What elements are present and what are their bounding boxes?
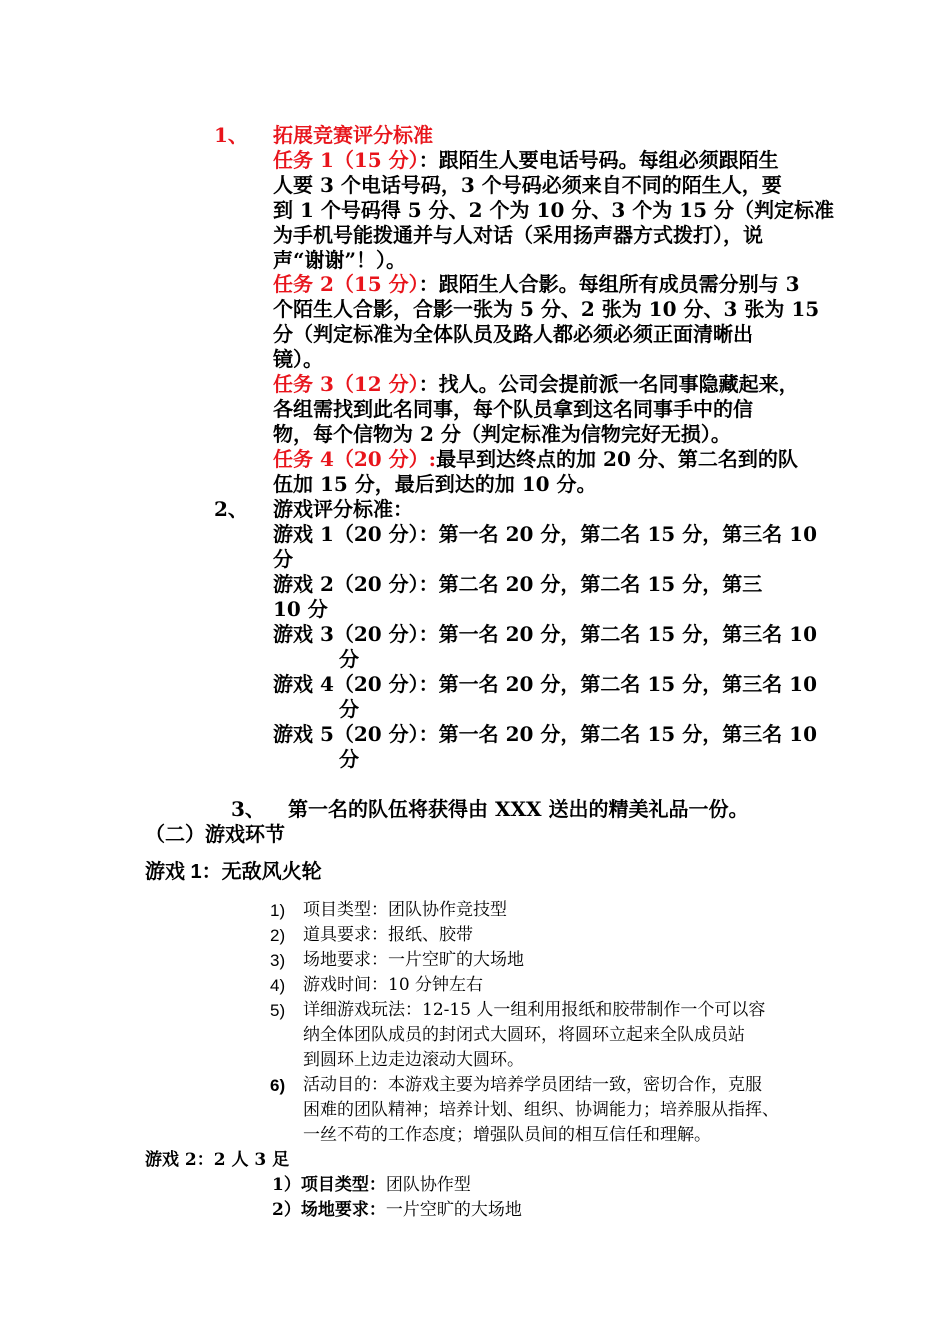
game1-item5-line1: 详细游戏玩法：12-15 人一组利用报纸和胶带制作一个可以容 xyxy=(303,1000,766,1020)
game1-title: 游戏 1：无敌风火轮 xyxy=(145,861,322,883)
game2-item2 xyxy=(272,1198,522,1223)
task3-line-2: 各组需找到此名同事，每个队员拿到这名同事手中的信 xyxy=(273,397,753,421)
section2-number: 2、 xyxy=(214,497,248,521)
task1-label: 任务 1（15 分） xyxy=(273,148,419,172)
section3-number: 3、 xyxy=(231,797,265,821)
game1-item6-line2: 困难的团队精神；培养计划、组织、协调能力；培养服从指挥、 xyxy=(303,1100,779,1120)
game1-item2-number: 2) xyxy=(270,926,286,945)
game1-item3-number: 3) xyxy=(270,951,286,970)
game2-item2-value: 一片空旷的大场地 xyxy=(385,1200,522,1220)
game1-item4-text: 游戏时间：10 分钟左右 xyxy=(303,975,484,995)
game1-item1-number: 1) xyxy=(270,901,286,920)
game-score-2-line1: 游戏 2（20 分）：第二名 20 分，第二名 15 分，第三 xyxy=(273,572,763,596)
task4-label: 任务 4（20 分）: xyxy=(273,447,437,471)
game2-item2-label: 2）场地要求： xyxy=(272,1200,386,1220)
game1-item5-line3: 到圆环上边走边滚动大圆环。 xyxy=(303,1050,524,1070)
task2-line-2: 个陌生人合影，合影一张为 5 分、2 张为 10 分、3 张为 15 xyxy=(273,297,820,321)
game1-item2-text: 道具要求：报纸、胶带 xyxy=(303,925,473,945)
task2-line-1: ：跟陌生人合影。每组所有成员需分别与 3 xyxy=(418,272,800,296)
section1-number: 1、 xyxy=(214,123,248,147)
task1-line-1: ：跟陌生人要电话号码。每组必须跟陌生 xyxy=(418,148,779,172)
game2-item1-label: 1）项目类型： xyxy=(272,1175,386,1195)
game1-item5-line2: 纳全体团队成员的封闭式大圆环，将圆环立起来全队成员站 xyxy=(303,1025,745,1045)
task2-line-3: 分（判定标准为全体队员及路人都必须必须正面清晰出 xyxy=(273,322,753,346)
task1-line-5: 声“谢谢”！）。 xyxy=(273,248,407,272)
section2-title: 游戏评分标准： xyxy=(273,497,413,521)
task2-line-4: 镜）。 xyxy=(273,347,323,371)
task1-block xyxy=(273,148,834,273)
task2-block xyxy=(273,272,819,372)
game1-item5-number: 5) xyxy=(270,1001,286,1020)
task1-line-3: 到 1 个号码得 5 分、2 个为 10 分、3 个为 15 分（判定标准 xyxy=(273,198,834,222)
game2-item1-value: 团队协作型 xyxy=(385,1175,471,1195)
game2-item1 xyxy=(272,1173,471,1198)
game-score-1-line2: 分 xyxy=(273,547,293,571)
game1-item1-text: 项目类型：团队协作竞技型 xyxy=(303,900,507,920)
section1-title: 拓展竞赛评分标准 xyxy=(273,123,433,147)
game-score-3-line2: 分 xyxy=(339,647,359,671)
game-score-5-line2: 分 xyxy=(339,747,359,771)
task2-label: 任务 2（15 分） xyxy=(273,272,419,296)
task1-line-2: 人要 3 个电话号码，3 个号码必须来自不同的陌生人，要 xyxy=(273,173,782,197)
game-score-3-line1: 游戏 3（20 分）：第一名 20 分，第二名 15 分，第三名 10 xyxy=(273,622,817,646)
task4-line-1: 最早到达终点的加 20 分、第二名到的队 xyxy=(436,447,798,471)
game-score-5-line1: 游戏 5（20 分）：第一名 20 分，第二名 15 分，第三名 10 xyxy=(273,722,817,746)
task4-line-2: 伍加 15 分，最后到达的加 10 分。 xyxy=(273,472,597,496)
section3-text: 第一名的队伍将获得由 XXX 送出的精美礼品一份。 xyxy=(288,797,749,821)
game-score-2-line2: 10 分 xyxy=(273,597,328,621)
task3-block xyxy=(273,372,799,447)
part2-heading: （二）游戏环节 xyxy=(145,822,285,846)
game1-item4-number: 4) xyxy=(270,976,286,995)
task4-block xyxy=(273,447,798,497)
game1-item6-line1: 活动目的：本游戏主要为培养学员团结一致，密切合作，克服 xyxy=(303,1075,762,1095)
task3-line-1: ：找人。公司会提前派一名同事隐藏起来， xyxy=(418,372,799,396)
game1-item6-number: 6) xyxy=(270,1076,286,1095)
task3-label: 任务 3（12 分） xyxy=(273,372,419,396)
game-score-4-line1: 游戏 4（20 分）：第一名 20 分，第二名 15 分，第三名 10 xyxy=(273,672,817,696)
game2-title: 游戏 2：2 人 3 足 xyxy=(145,1150,290,1170)
task1-line-4: 为手机号能拨通并与人对话（采用扬声器方式拨打），说 xyxy=(273,223,763,247)
game-score-4-line2: 分 xyxy=(339,697,359,721)
game1-item3-text: 场地要求：一片空旷的大场地 xyxy=(303,950,524,970)
game1-item6-line3: 一丝不苟的工作态度；增强队员间的相互信任和理解。 xyxy=(303,1125,711,1145)
game-score-1-line1: 游戏 1（20 分）：第一名 20 分，第二名 15 分，第三名 10 xyxy=(273,522,817,546)
task3-line-3: 物，每个信物为 2 分（判定标准为信物完好无损）。 xyxy=(273,422,731,446)
